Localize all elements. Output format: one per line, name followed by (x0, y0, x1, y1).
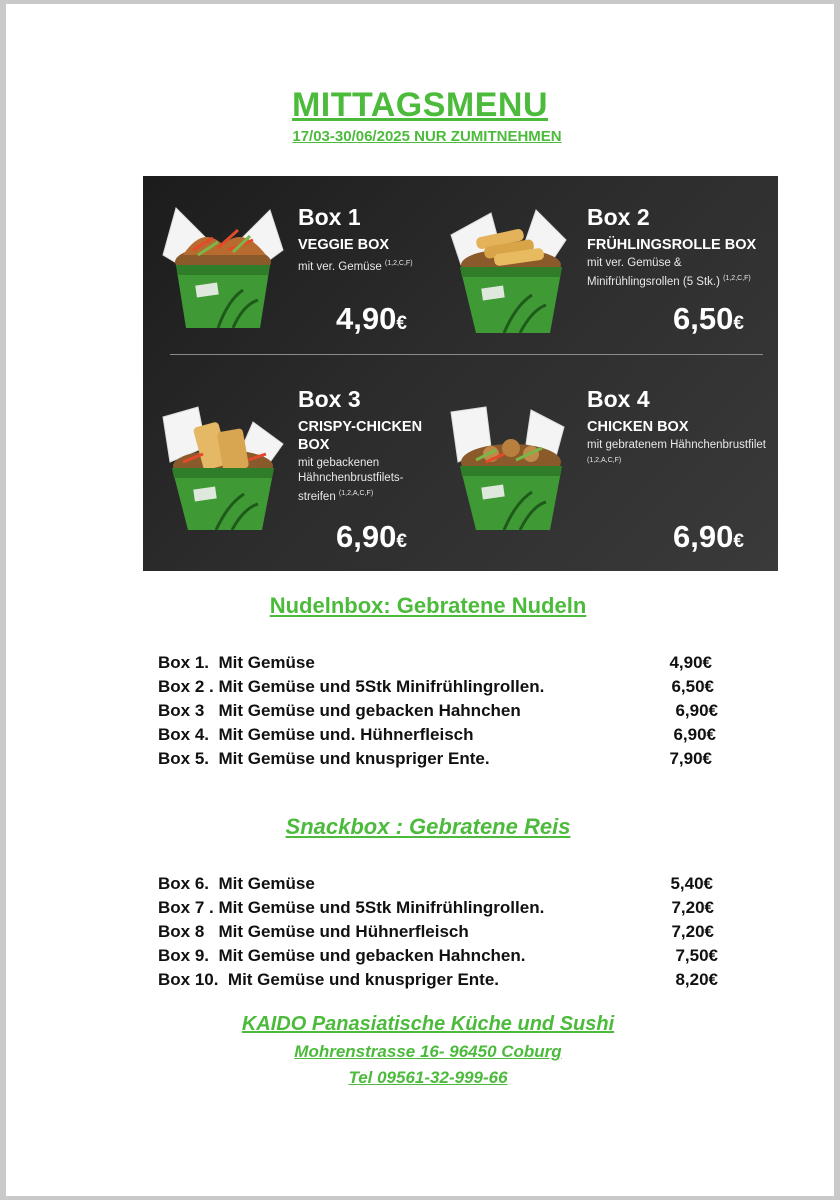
banner-divider (170, 354, 763, 355)
chicken-box-image (446, 402, 576, 542)
menu-item-price: 8,20€ (675, 970, 718, 989)
menu-item-name: Box 2 . Mit Gemüse und 5Stk Minifrühlingrollen. (158, 677, 545, 696)
menu-item-name: Box 7 . Mit Gemüse und 5Stk Minifrühlingrollen. (158, 898, 545, 917)
restaurant-phone: Tel 09561-32-999-66 (348, 1068, 508, 1087)
menu-item-price: 6,90€ (673, 725, 716, 744)
box-2-price: 6,50€ (673, 301, 744, 336)
page-subtitle: 17/03-30/06/2025 NUR ZUMITNEHMEN (292, 128, 562, 145)
menu-item-price: 6,90€ (675, 701, 718, 720)
menu-item-price: 7,20€ (671, 922, 714, 941)
restaurant-name: KAIDO Panasiatische Küche und Sushi (241, 1013, 615, 1035)
veggie-box-image (158, 200, 288, 340)
menu-item-name: Box 5. Mit Gemüse und knuspriger Ente. (158, 749, 490, 768)
nudeln-heading: Nudelnbox: Gebratene Nudeln (269, 593, 587, 618)
menu-item-price: 7,50€ (675, 946, 718, 965)
box-1-desc: mit ver. Gemüse $^{(1,2,C,F)}$ (298, 260, 413, 273)
box-2-desc: mit ver. Gemüse & Minifrühlingsrollen (5 Stk.) $^{(1,2,C,F)}$ (587, 257, 751, 288)
box-1-price: 4,90€ (336, 301, 407, 336)
box-4-name: Box 4 (587, 386, 650, 412)
menu-item-name: Box 9. Mit Gemüse und gebacken Hahnchen. (158, 946, 526, 965)
menu-item-price: 7,20€ (671, 898, 714, 917)
menu-item-name: Box 4. Mit Gemüse und. Hühnerfleisch (158, 725, 474, 744)
menu-item-price: 4,90€ (669, 653, 712, 672)
box-2-name: Box 2 (587, 204, 650, 230)
box-3-desc: mit gebackenen Hähnchenbrustfilets-streifen $^{(1,2,A,C,F)}$ (298, 457, 404, 503)
menu-row (158, 749, 718, 771)
restaurant-address: Mohrenstrasse 16- 96450 Coburg (294, 1042, 562, 1061)
menu-item-price: 6,50€ (671, 677, 714, 696)
box-4-price: 6,90€ (673, 519, 744, 554)
menu-item-price: 5,40€ (670, 874, 713, 893)
menu-row (158, 653, 718, 675)
page-title: MITTAGSMENU (291, 86, 549, 124)
spring-roll-box-image (446, 205, 576, 345)
box-4-info (587, 386, 767, 472)
box-2-label: FRÜHLINGSROLLE BOX (587, 237, 757, 253)
box-1-info (298, 204, 458, 275)
menu-item-name: Box 1. Mit Gemüse (158, 653, 315, 672)
box-1-label: VEGGIE BOX (298, 237, 390, 253)
box-3-price: 6,90€ (336, 519, 407, 554)
crispy-chicken-box-image (158, 402, 288, 542)
menu-row (158, 725, 718, 747)
reis-heading: Snackbox : Gebratene Reis (285, 814, 571, 839)
box-3-label: CRISPY-CHICKEN BOX (298, 419, 423, 453)
box-1-name: Box 1 (298, 204, 361, 230)
menu-row (158, 922, 718, 944)
menu-row (158, 701, 718, 723)
menu-item-name: Box 3 Mit Gemüse und gebacken Hahnchen (158, 701, 521, 720)
box-3-info (298, 386, 436, 505)
menu-row (158, 677, 718, 699)
menu-item-name: Box 6. Mit Gemüse (158, 874, 315, 893)
menu-row (158, 898, 718, 920)
box-2-info (587, 204, 772, 290)
menu-item-name: Box 10. Mit Gemüse und knuspriger Ente. (158, 970, 500, 989)
box-3-name: Box 3 (298, 386, 361, 412)
menu-row (158, 970, 718, 992)
menu-row (158, 946, 718, 968)
box-4-desc: mit gebratenem Hähnchenbrustfilet $^{(1,2,A,C,F)}$ (587, 439, 766, 464)
menu-item-name: Box 8 Mit Gemüse und Hühnerfleisch (158, 922, 469, 941)
box-4-label: CHICKEN BOX (587, 419, 689, 435)
menu-item-price: 7,90€ (669, 749, 712, 768)
menu-row (158, 874, 718, 896)
